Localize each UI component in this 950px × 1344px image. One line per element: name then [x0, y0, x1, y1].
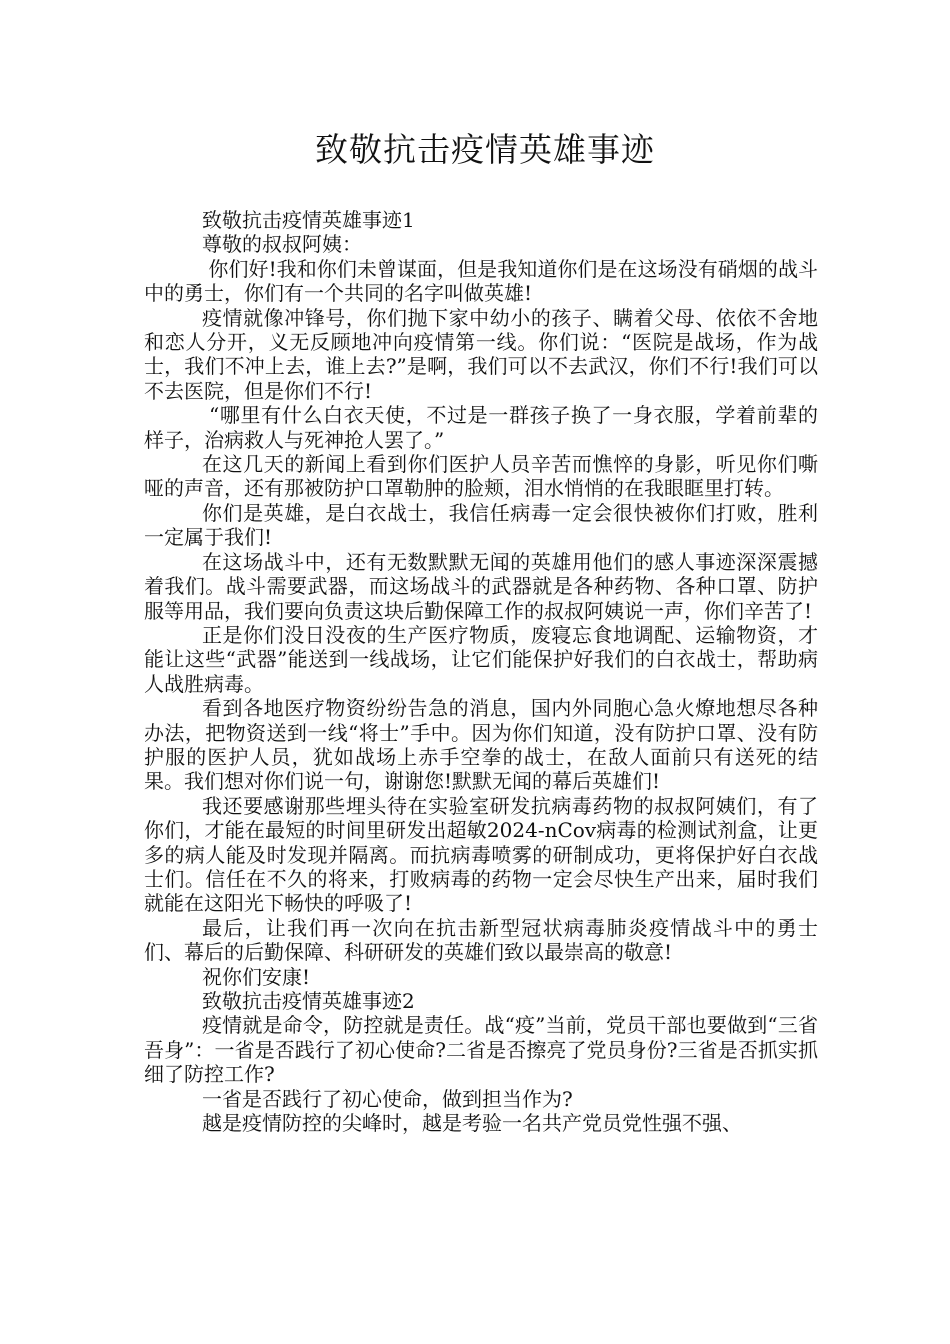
paragraph: “哪里有什么白衣天使，不过是一群孩子换了一身衣服，学着前辈的样子，治病救人与死神抢人罢了。” [144, 403, 818, 452]
paragraph: 我还要感谢那些埋头待在实验室研发抗病毒药物的叔叔阿姨们，有了你们，才能在最短的时间里研发出超敏2024-nCov病毒的检测试剂盒，让更多的病人能及时发现并隔离。而抗病毒喷雾的研制成功，更将保护好白衣战士们。信任在不久的将来，打败病毒的药物一定会尽快生产出来，届时我们就能在这阳光下畅快的呼吸了! [144, 793, 818, 916]
paragraph: 最后，让我们再一次向在抗击新型冠状病毒肺炎疫情战斗中的勇士们、幕后的后勤保障、科研研发的英雄们致以最崇高的敬意! [144, 915, 818, 965]
paragraph: 致敬抗击疫情英雄事迹2 [202, 989, 415, 1013]
paragraph: 看到各地医疗物资纷纷告急的消息，国内外同胞心急火燎地想尽各种办法，把物资送到一线“将士”手中。因为你们知道，没有防护口罩、没有防护服的医护人员，犹如战场上赤手空拳的战士，在敌人面前只有送死的结果。我们想对你们说一句，谢谢您!默默无闻的幕后英雄们! [144, 696, 818, 794]
paragraph: 一省是否践行了初心使命，做到担当作为? [202, 1086, 573, 1111]
paragraph: 越是疫情防控的尖峰时，越是考验一名共产党员党性强不强、 [202, 1111, 742, 1136]
document-title: 致敬抗击疫情英雄事迹 [315, 130, 655, 169]
paragraph: 祝你们安康! [202, 964, 311, 989]
document-body [144, 208, 818, 1135]
paragraph: 在这场战斗中，还有无数默默无闻的英雄用他们的感人事迹深深震撼着我们。战斗需要武器，而这场战斗的武器就是各种药物、各种口罩、防护服等用品，我们要向负责这块后勤保障工作的叔叔阿姨说一声，你们辛苦了! [144, 549, 818, 623]
paragraph: 你们是英雄，是白衣战士，我信任病毒一定会很快被你们打败，胜利一定属于我们! [144, 500, 818, 550]
paragraph: 尊敬的叔叔阿姨： [202, 232, 362, 257]
paragraph: 正是你们没日没夜的生产医疗物质，废寝忘食地调配、运输物资，才能让这些“武器”能送到一线战场，让它们能保护好我们的白衣战士，帮助病人战胜病毒。 [144, 622, 818, 696]
paragraph: 疫情就是命令，防控就是责任。战“疫”当前，党员干部也要做到“三省吾身”：一省是否践行了初心使命?二省是否擦亮了党员身份?三省是否抓实抓细了防控工作? [144, 1013, 818, 1087]
paragraph: 你们好!我和你们未曾谋面，但是我知道你们是在这场没有硝烟的战斗中的勇士，你们有一个共同的名字叫做英雄! [144, 256, 819, 306]
paragraph: 疫情就像冲锋号，你们抛下家中幼小的孩子、瞒着父母、依依不舍地和恋人分开，义无反顾地冲向疫情第一线。你们说：“医院是战场，作为战士，我们不冲上去，谁上去?”是啊，我们可以不去武汉，你们不行!我们可以不去医院，但是你们不行! [144, 305, 818, 403]
paragraph: 在这几天的新闻上看到你们医护人员辛苦而憔悴的身影，听见你们嘶哑的声音，还有那被防护口罩勒肿的脸颊，泪水悄悄的在我眼眶里打转。 [144, 452, 818, 501]
paragraph: 致敬抗击疫情英雄事迹1 [202, 208, 415, 232]
